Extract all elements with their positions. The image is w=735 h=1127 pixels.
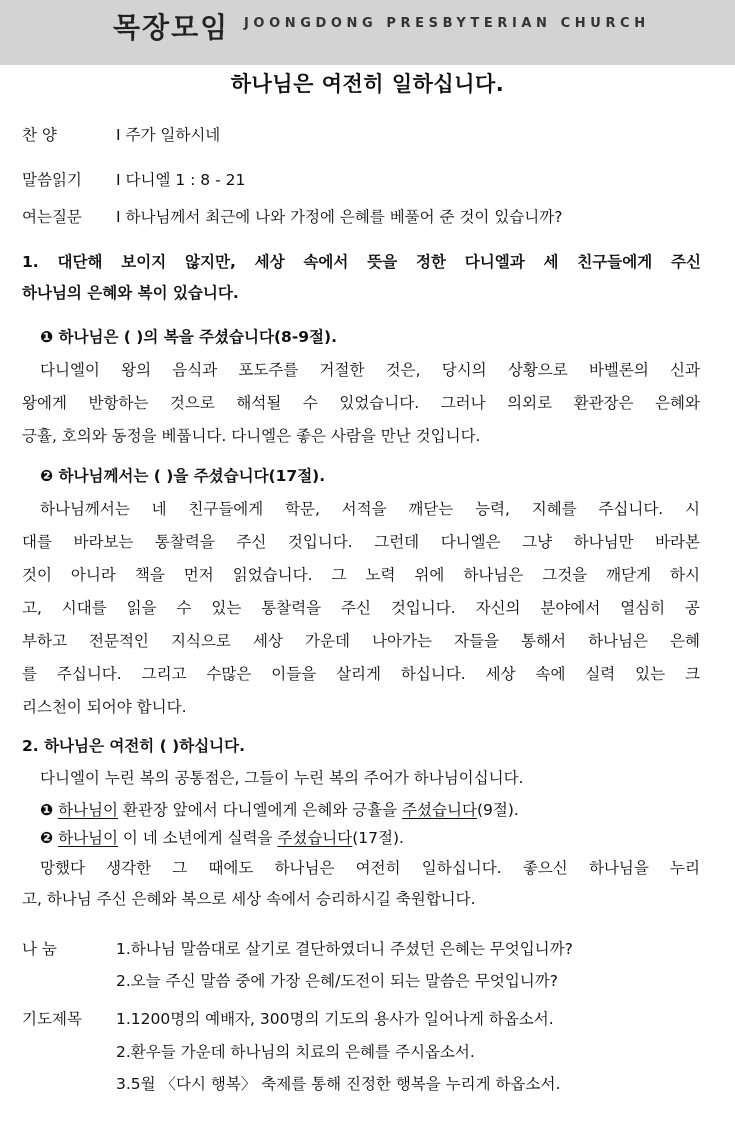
sharing-item: 2.오늘 주신 말씀 중에 가장 은혜/도전이 되는 말씀은 무엇입니까? [116, 972, 558, 990]
verb-underlined: 주셨습니다 [402, 801, 477, 819]
bullet-2-icon: ❷ [40, 829, 54, 847]
point2-text-line: 고, 시대를 읽을 수 있는 통찰력을 주신 것입니다. 자신의 분야에서 열심히 공 [22, 599, 700, 617]
page-title: 하나님은 여전히 일하십니다. [230, 72, 505, 96]
closing-text-line: 망했다 생각한 그 때에도 하나님은 여전히 일하십니다. 좋으신 하나님을 누리 [40, 859, 700, 877]
hymn-value: I 주가 일하시네 [116, 126, 221, 144]
section1-heading-line1: 1. 대단해 보이지 않지만, 세상 속에서 뜻을 정한 다니엘과 세 친구들에게 주신 [22, 253, 701, 271]
section2-intro: 다니엘이 누린 복의 공통점은, 그들이 누린 복의 주어가 하나님이십니다. [40, 769, 524, 787]
item1-ref: (9절). [476, 801, 519, 819]
item2-middle: 이 네 소년에게 실력을 [117, 829, 278, 847]
closing-text-line: 고, 하나님 주신 은혜와 복으로 세상 속에서 승리하시길 축원합니다. [22, 890, 476, 908]
reading-value: I 다니엘 1 : 8 - 21 [116, 171, 246, 189]
point2-text-line: 하나님께서는 네 친구들에게 학문, 서적을 깨닫는 능력, 지혜를 주십니다. 시 [40, 500, 700, 518]
sharing-label: 나 눔 [22, 940, 57, 958]
section1-heading-line2: 하나님의 은혜와 복이 있습니다. [22, 284, 239, 302]
opening-question-value: I 하나님께서 최근에 나와 가정에 은혜를 베풀어 준 것이 있습니까? [116, 208, 563, 226]
point1-heading: ❶ 하나님은 ( )의 복을 주셨습니다(8-9절). [40, 328, 337, 346]
prayer-item: 2.환우들 가운데 하나님의 치료의 은혜를 주시옵소서. [116, 1043, 475, 1061]
section2-heading: 2. 하나님은 여전히 ( )하십니다. [22, 737, 246, 755]
subject-underlined: 하나님이 [58, 829, 118, 847]
subject-underlined: 하나님이 [58, 801, 118, 819]
sharing-item: 1.하나님 말씀대로 살기로 결단하였더니 주셨던 은혜는 무엇입니까? [116, 940, 573, 958]
brand-english: JOONGDONG PRESBYTERIAN CHURCH [244, 16, 650, 31]
point2-text-line: 를 주십니다. 그리고 수많은 이들을 살리게 하십니다. 세상 속에 실력 있는 크 [22, 665, 700, 683]
brand-korean: 목장모임 [113, 11, 230, 44]
point2-text-line: 것이 아니라 책을 먼저 읽었습니다. 그 노력 위에 하나님은 그것을 깨닫게 하시 [22, 566, 700, 584]
section2-item1 [40, 800, 519, 820]
point2-text-line: 부하고 전문적인 지식으로 세상 가운데 나아가는 자들을 통해서 하나님은 은혜 [22, 632, 700, 650]
prayer-item: 3.5월 〈다시 행복〉 축제를 통해 진정한 행복을 누리게 하옵소서. [116, 1075, 561, 1093]
point1-text-line: 왕에게 반항하는 것으로 해석될 수 있었습니다. 그러나 의외로 환관장은 은혜와 [22, 394, 700, 412]
item1-middle: 환관장 앞에서 다니엘에게 은혜와 긍휼을 [117, 801, 403, 819]
bullet-1-icon: ❶ [40, 801, 54, 819]
opening-question-label: 여는질문 [22, 208, 82, 226]
section2-item2 [40, 828, 404, 848]
item2-ref: (17절). [352, 829, 404, 847]
prayer-label: 기도제목 [22, 1010, 82, 1028]
prayer-item: 1.1200명의 예배자, 300명의 기도의 용사가 일어나게 하옵소서. [116, 1010, 554, 1028]
point1-text-line: 긍휼, 호의와 동정을 베풉니다. 다니엘은 좋은 사람을 만난 것입니다. [22, 427, 481, 445]
verb-underlined: 주셨습니다 [277, 829, 353, 847]
point2-heading: ❷ 하나님께서는 ( )을 주셨습니다(17절). [40, 467, 326, 485]
point1-text-line: 다니엘이 왕의 음식과 포도주를 거절한 것은, 당시의 상황으로 바벨론의 신과 [40, 361, 700, 379]
point2-text-line: 리스천이 되어야 합니다. [22, 698, 187, 716]
point2-text-line: 대를 바라보는 통찰력을 주신 것입니다. 그런데 다니엘은 그냥 하나님만 바라본 [22, 533, 700, 551]
header-banner [0, 0, 735, 65]
hymn-label: 찬 양 [22, 126, 57, 144]
reading-label: 말씀읽기 [22, 171, 82, 189]
